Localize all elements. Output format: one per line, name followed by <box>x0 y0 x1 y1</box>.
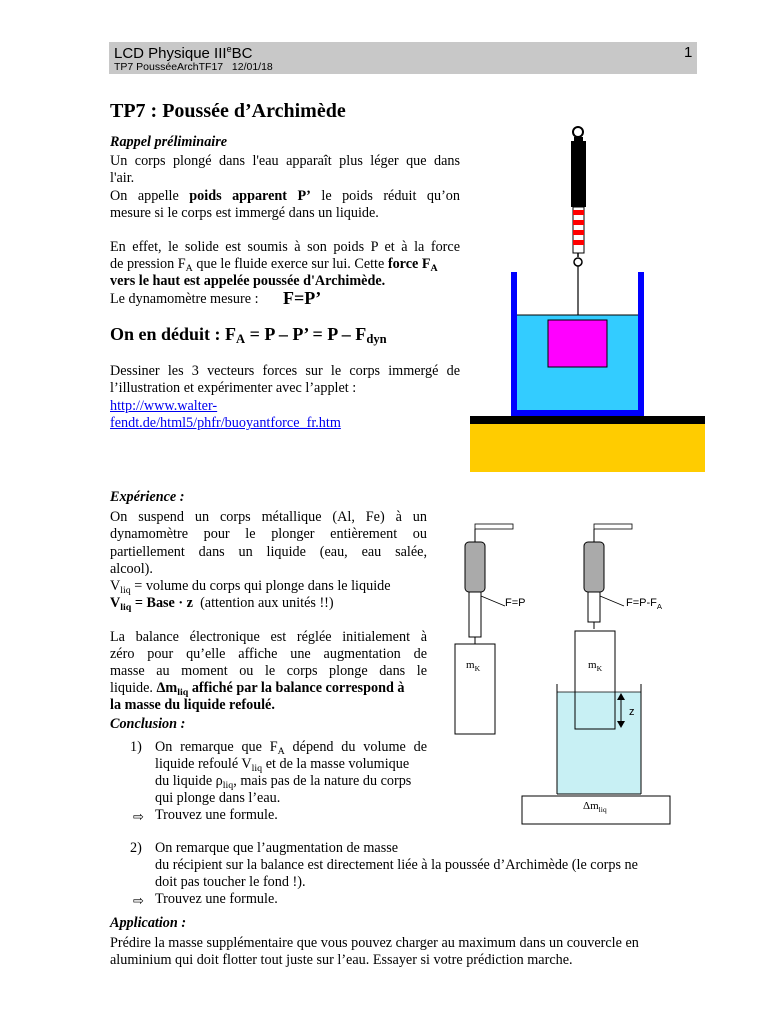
rappel-p3-l4: Le dynamomètre mesure : <box>110 291 259 307</box>
container-bottom <box>511 410 644 416</box>
archimedes-diagram <box>466 124 708 474</box>
rappel-p1-l1: Un corps plongé dans l'eau apparaît plus léger que dans <box>110 153 460 169</box>
rappel-p1-l2: l'air. <box>110 170 135 186</box>
application-l2: aluminium qui doit flotter tout juste sur l’eau. Essayer si votre prédiction marche. <box>110 952 573 968</box>
experience-heading: Expérience : <box>110 489 185 505</box>
page-number: 1 <box>684 44 693 61</box>
experience-l3: partiellement dans un liquide (eau, eau salée, <box>110 544 427 560</box>
experience-p2-l5: la masse du liquide refoulé. <box>110 697 275 713</box>
right-dynamometer-scale <box>588 592 600 622</box>
label-mk-right: $m_K$ <box>588 659 603 673</box>
dynamometer-hook <box>574 258 582 266</box>
left-support-bar <box>475 524 513 529</box>
conclusion-heading: Conclusion : <box>110 716 186 732</box>
experience-l6: $V_{liq}$ = Base · z (attention aux unités !!) <box>110 595 334 613</box>
right-dynamometer-body <box>584 542 604 592</box>
experience-l2: dynamomètre pour le plonger entièrement ou <box>110 526 427 542</box>
rappel-p2-l2: mesure si le corps est immergé dans un liquide. <box>110 205 379 221</box>
label-dm: $\Delta m_{liq}$ <box>583 800 607 814</box>
label-fp: F=P <box>505 597 526 609</box>
table-top <box>470 416 705 424</box>
experience-l5: $V_{liq}$ = volume du corps qui plonge dans le liquide <box>110 578 391 596</box>
conclusion-item1-l3: du liquide $\rho_{liq}$, mais pas de la nature du corps <box>155 773 412 791</box>
dynamometer-body <box>571 141 586 207</box>
dessiner-l2: l’illustration et expérimenter avec l’applet : <box>110 380 357 396</box>
left-dynamometer-body <box>465 542 485 592</box>
trouvez-2: Trouvez une formule. <box>155 891 278 907</box>
experience-p2-l2: zéro pour qu’elle affiche une augmentation de <box>110 646 427 662</box>
container-wall-right <box>638 272 644 416</box>
rappel-fp: F=P’ <box>283 288 322 308</box>
deduction-formula: On en déduit : $F_A = P - P$’ = P – $F_{dyn}$ <box>110 324 387 346</box>
experience-p2-l4: liquide. $\Delta m_{liq}$ affiché par la balance correspond à <box>110 680 405 698</box>
conclusion-item1-l1: On remarque que $F_A$ dépend du volume de <box>155 739 427 757</box>
application-heading: Application : <box>110 915 187 931</box>
header-course: LCD Physique IIIeBC <box>114 44 253 62</box>
rappel-p3-l3: vers le haut est appelée poussée d'Archimède. <box>110 273 386 289</box>
rappel-heading: Rappel préliminaire <box>110 134 228 150</box>
arrow-icon: ⇨ <box>133 809 144 824</box>
applet-link-l2[interactable]: fendt.de/html5/phfr/buoyantforce_fr.htm <box>110 415 341 431</box>
experience-p2-l1: La balance électronique est réglée initialement à <box>110 629 427 645</box>
conclusion-item2-l2: du récipient sur la balance est directement liée à la poussée d’Archimède (le corps ne <box>155 857 638 873</box>
ground <box>470 424 705 472</box>
conclusion-item1-l2: liquide refoulé $V_{liq}$ et de la masse volumique <box>155 756 410 774</box>
header-file-info: TP7 PousséeArchTF17 12/01/18 <box>114 61 273 73</box>
arrow-icon: ⇨ <box>133 893 144 908</box>
page-title: TP7 : Poussée d’Archimède <box>110 100 346 122</box>
conclusion-item2-l3: doit pas toucher le fond !). <box>155 874 306 890</box>
applet-link-l1[interactable]: http://www.walter- <box>110 398 218 414</box>
left-dynamometer-scale <box>469 592 481 637</box>
rappel-p2-l1: On appelle poids apparent P’ le poids réduit qu’on <box>110 188 460 204</box>
experience-l1: On suspend un corps métallique (Al, Fe) à un <box>110 509 427 525</box>
dessiner-l1: Dessiner les 3 vecteurs forces sur le corps immergé de <box>110 363 460 379</box>
rappel-p3-l1: En effet, le solide est soumis à son poids P et à la force <box>110 239 460 255</box>
dynamometer-ring <box>573 127 583 137</box>
label-z: z <box>629 706 635 718</box>
left-body <box>455 644 495 734</box>
rappel-p3-l2: de pression $F_A$ que le fluide exerce sur lui. Cette force $F_A$ <box>110 256 438 274</box>
conclusion-item1-l4: qui plonge dans l’eau. <box>155 790 281 806</box>
right-support-bar <box>594 524 632 529</box>
trouvez-1: Trouvez une formule. <box>155 807 278 823</box>
conclusion-item1-num: 1) <box>130 739 142 755</box>
container-wall-left <box>511 272 517 416</box>
label-mk-left: $m_K$ <box>466 659 481 673</box>
conclusion-item2-num: 2) <box>130 840 142 856</box>
experience-l4: alcool). <box>110 561 153 577</box>
application-l1: Prédire la masse supplémentaire que vous pouvez charger au maximum dans un couvercle en <box>110 935 639 951</box>
experiment-diagram <box>450 514 675 826</box>
immersed-body <box>548 320 607 367</box>
conclusion-item2-l1: On remarque que l’augmentation de masse <box>155 840 399 856</box>
label-fpfa: $F=P-F_A$ <box>626 597 663 611</box>
experience-p2-l3: masse au moment ou le corps plonge dans le <box>110 663 427 679</box>
